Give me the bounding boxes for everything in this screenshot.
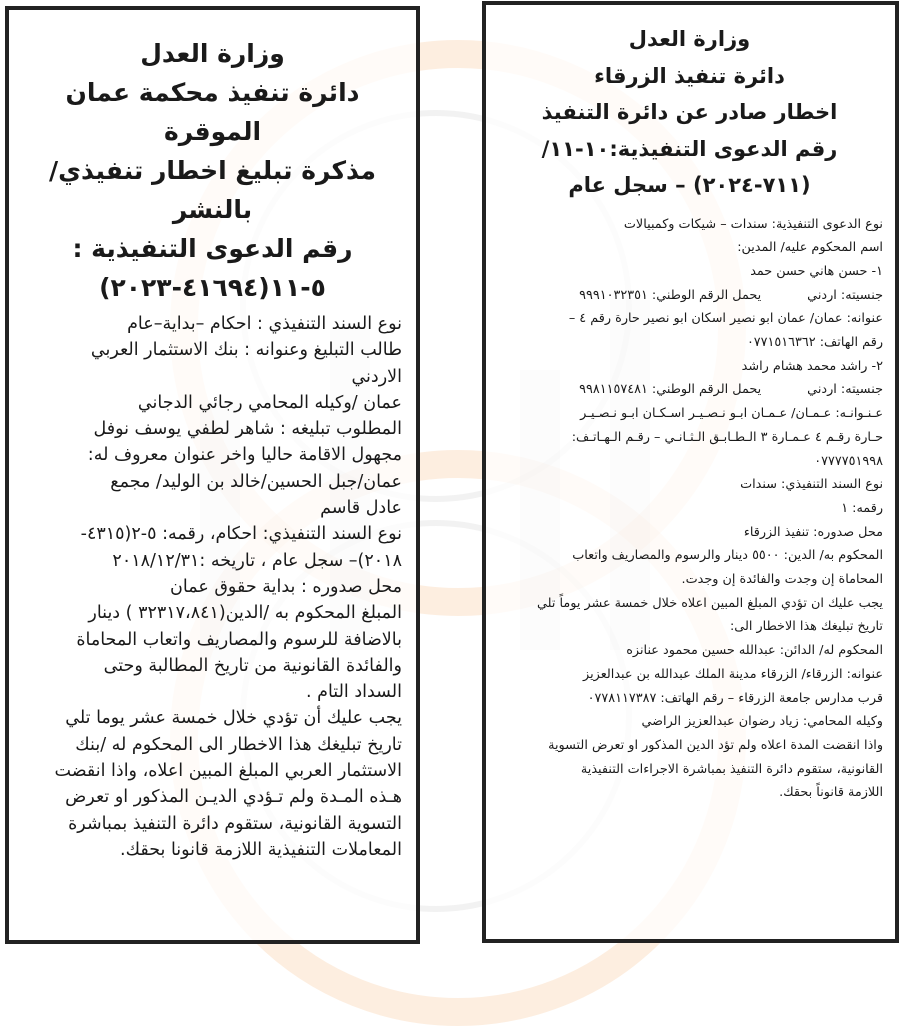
closing-1: واذا انقضت المدة اعلاه ولم تؤد الدين المذكور او تعرض التسوية (548, 737, 883, 753)
debtor-2-phone: ٠٧٧٧٧٥١٩٩٨ (814, 453, 883, 469)
amount-cont-3: السداد التام . (306, 682, 402, 703)
debtor-1-name: ١- حسن هاني حسن حمد (750, 263, 883, 279)
demand-1: يجب عليك أن تؤدي خلال خمسة عشر يوما تلي (65, 708, 402, 729)
instrument-date: ٢٠١٨)– سجل عام ، تاريخه :٢٠١٨/١٢/٣١ (112, 550, 402, 571)
issued-at: محل صدوره : بداية حقوق عمان (170, 576, 402, 597)
case-number: (٧١١-٢٠٢٤) – سجل عام (568, 173, 811, 197)
requester-cont: الاردني (351, 366, 402, 387)
notice-type-title: مذكرة تبليغ اخطار تنفيذي/ (49, 156, 376, 185)
department-title: دائرة تنفيذ محكمة عمان (65, 78, 360, 107)
demand-2: تاريخ تبليغك هذا الاخطار الى المحكوم له /بنك (75, 734, 402, 755)
ministry-title: وزارة العدل (628, 27, 751, 51)
demand-5: التسوية القانونية، ستقوم دائرة التنفيذ بمباشرة (68, 813, 402, 834)
case-number-label: رقم الدعوى التنفيذية : (72, 234, 353, 263)
amount: المحكوم به/ الدين: ٥٥٠٠ دينار والرسوم والمصاريف واتعاب (572, 548, 883, 564)
debtor-1-national-id: يحمل الرقم الوطني: ٩٩٩١٠٣٢٣٥١ (579, 287, 762, 303)
creditor-lawyer: وكيله المحامي: زياد رضوان عبدالعزيز الراضي (641, 714, 883, 730)
ministry-title: وزارة العدل (140, 39, 285, 68)
demand-4: هـذه المـدة ولم تـؤدي الديـن المذكور او تعرض (65, 787, 402, 808)
notice-amman-execution (5, 6, 420, 944)
department-title: دائرة تنفيذ الزرقاء (594, 63, 785, 88)
notice-type-title: اخطار صادر عن دائرة التنفيذ (541, 100, 838, 124)
instrument-type: نوع السند التنفيذي : احكام –بداية–عام (127, 314, 402, 334)
creditor-address: عنوانه: الزرقاء/ الزرقاء مدينة الملك عبدالله بن عبدالعزيز (583, 666, 883, 682)
department-subtitle: الموقرة (163, 117, 262, 146)
notice-zarqa-execution (482, 1, 899, 943)
notice-body (496, 213, 883, 806)
instrument-details: نوع السند التنفيذي: احكام، رقمه: ٥-٢(٤٣١٥- (80, 524, 402, 545)
case-number-label: رقم الدعوى التنفيذية:١٠-١١/ (541, 136, 838, 161)
amount-cont-1: بالاضافة للرسوم والمصاريف واتعاب المحاماة (76, 629, 402, 650)
notice-body (23, 311, 402, 863)
debtor-1-nationality: جنسيته: اردني (807, 287, 883, 303)
debtor-1-address: عنوانه: عمان/ عمان ابو نصير اسكان ابو نصير حارة رقم ٤ – (568, 311, 883, 327)
demand-6: المعاملات التنفيذية اللازمة قانونا بحقك. (120, 839, 402, 860)
debtor-2-national-id: يحمل الرقم الوطني: ٩٩٨١١٥٧٤٨١ (579, 382, 762, 398)
notice-type-subtitle: بالنشر (172, 195, 253, 224)
debtor-2-address: عـنـوانـه: عـمـان/ عـمـان ابـو نـصـيـر اسـكـان ابـو نـصـيـر (580, 406, 883, 422)
case-number: ٥-١١(٤١٦٩٤-٢٠٢٣) (99, 273, 326, 302)
debtor-2-identity (496, 378, 883, 402)
last-address: عمان/جبل الحسين/خالد بن الوليد/ مجمع (110, 471, 402, 492)
closing-2: القانونية، ستقوم دائرة التنفيذ بمباشرة الاجراءات التنفيذية (580, 761, 883, 777)
case-type: نوع الدعوى التنفيذية: سندات – شيكات وكمبيالات (623, 216, 883, 232)
creditor: المحكوم له/ الدائن: عبدالله حسين محمود عنانزه (626, 643, 883, 659)
closing-3: اللازمة قانوناً بحقك. (779, 785, 883, 801)
amount: المبلغ المحكوم به /الدين(٣٢٣١٧،٨٤١ ) دينار (88, 603, 402, 624)
residence-status: مجهول الاقامة حاليا واخر عنوان معروف له: (87, 445, 402, 466)
issued-at: محل صدوره: تنفيذ الزرقاء (743, 524, 883, 540)
notified-party: المطلوب تبليغه : شاهر لطفي يوسف نوفل (93, 419, 402, 440)
demand: يجب عليك ان تؤدي المبلغ المبين اعلاه خلال خمسة عشر يوماً تلي (536, 595, 883, 611)
demand-3: الاستثمار العربي المبلغ المبين اعلاه، واذا انقضت (54, 761, 402, 782)
demand-cont: تاريخ تبليغك هذا الاخطار الى: (729, 619, 883, 635)
requester: طالب التبليغ وعنوانه : بنك الاستثمار العربي (90, 340, 402, 361)
amount-cont: المحاماة إن وجدت والفائدة إن وجدت. (681, 572, 883, 588)
debtor-2-nationality: جنسيته: اردني (807, 382, 883, 398)
debtor-label: اسم المحكوم عليه/ المدين: (737, 240, 883, 256)
instrument-number: رقمه: ١ (841, 500, 883, 516)
creditor-address-cont: قرب مدارس جامعة الزرقاء – رقم الهاتف: ٠٧٧٨١١٧٣٨٧ (587, 690, 883, 706)
debtor-2-address-cont: حـارة رقـم ٤ عـمـارة ٣ الـطـابـق الـثـانـي – رقـم الـهـاتـف: (571, 429, 883, 445)
last-address-cont: عادل قاسم (320, 498, 402, 519)
amount-cont-2: والفائدة القانونية من تاريخ المطالبة وحتى (103, 655, 402, 676)
debtor-1-phone: رقم الهاتف: ٠٧٧١٥١٦٣٦٢ (746, 335, 883, 351)
debtor-2-name: ٢- راشد محمد هشام راشد (741, 358, 883, 374)
instrument-type: نوع السند التنفيذي: سندات (740, 477, 883, 493)
debtor-1-identity (496, 284, 883, 308)
requester-lawyer: عمان /وكيله المحامي رجائي الدجاني (137, 392, 402, 413)
